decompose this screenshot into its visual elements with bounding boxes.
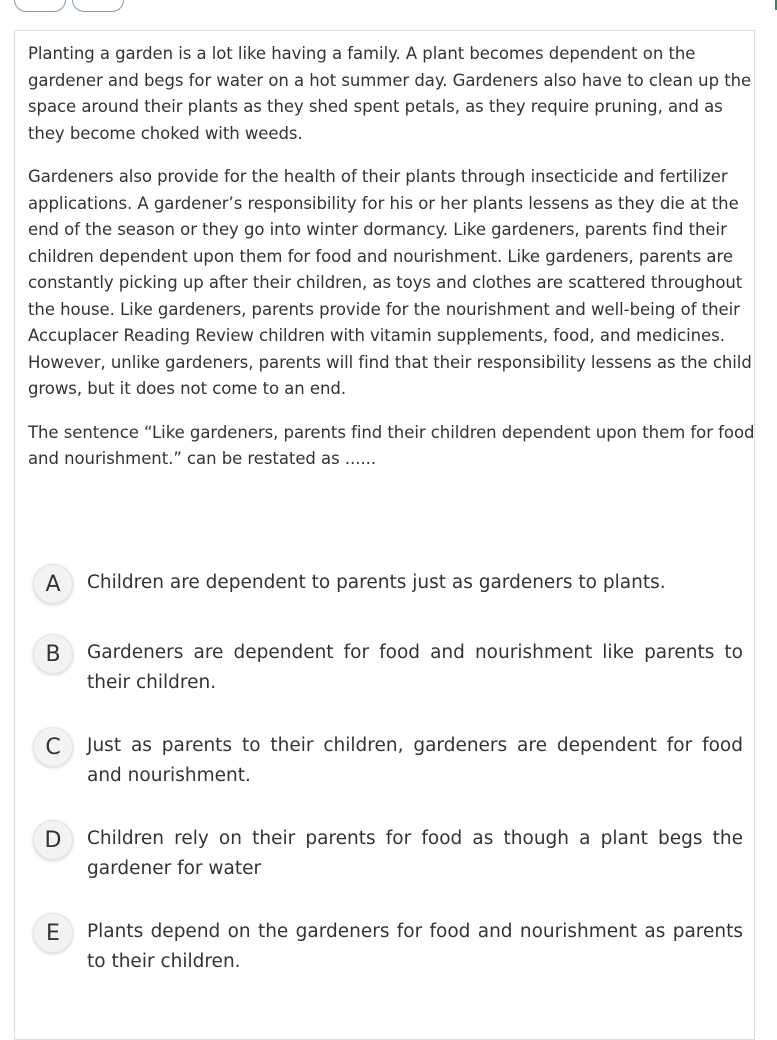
answer-choice-a[interactable] [33, 564, 743, 604]
top-tab-2[interactable] [72, 0, 124, 12]
top-tabs [14, 0, 124, 12]
question-card [14, 30, 755, 1040]
passage-paragraph-1: Planting a garden is a lot like having a family. A plant becomes dependent on the gardener and begs for water on a hot summer day. Gardeners also have to clean up the space around their plants as they shed spent petals, as they require pruning, and as they become choked with weeds. [28, 44, 752, 143]
question-prompt: The sentence “Like gardeners, parents find their children dependent upon them for food and nourishment.” can be restated as ...... [28, 422, 755, 468]
answer-choice-c[interactable] [33, 727, 743, 790]
choice-text[interactable]: Plants depend on the gardeners for food and nourishment as parents to their children. [87, 921, 743, 972]
choice-letter-badge[interactable]: E [33, 913, 73, 953]
choice-letter-badge[interactable]: C [33, 727, 73, 767]
choice-text[interactable]: Children are dependent to parents just as gardeners to plants. [87, 572, 666, 593]
choice-text[interactable]: Just as parents to their children, gardeners are dependent for food and nourishment. [87, 735, 743, 786]
passage-paragraph-2: Gardeners also provide for the health of their plants through insecticide and fertilizer applications. A gardener’s responsibility for his or her plants lessens as they die at the end of the season or they go into winter dormancy. Like gardeners, parents find their children dependent upon them for food and nourishment. Like gardeners, parents are constantly picking up after their children, as toys and clothes are scattered throughout the house. Like gardeners, parents provide for the nourishment and well-being of their Accuplacer Reading Review children with vitamin supplements, food, and medicines. However, unlike gardeners, parents will find that their responsibility lessens as the child grows, but it does not come to an end. [28, 167, 752, 398]
choice-letter-badge[interactable]: D [33, 820, 73, 860]
answer-choice-b[interactable] [33, 634, 743, 697]
choice-letter-badge[interactable]: A [33, 564, 73, 604]
top-tab-1[interactable] [14, 0, 66, 12]
choice-text[interactable]: Gardeners are dependent for food and nourishment like parents to their children. [87, 642, 743, 693]
answer-choices [33, 564, 743, 1006]
answer-choice-e[interactable] [33, 913, 743, 976]
reading-passage [28, 41, 758, 490]
answer-choice-d[interactable] [33, 820, 743, 883]
choice-letter-badge[interactable]: B [33, 634, 73, 674]
choice-text[interactable]: Children rely on their parents for food as though a plant begs the gardener for water [87, 828, 743, 879]
